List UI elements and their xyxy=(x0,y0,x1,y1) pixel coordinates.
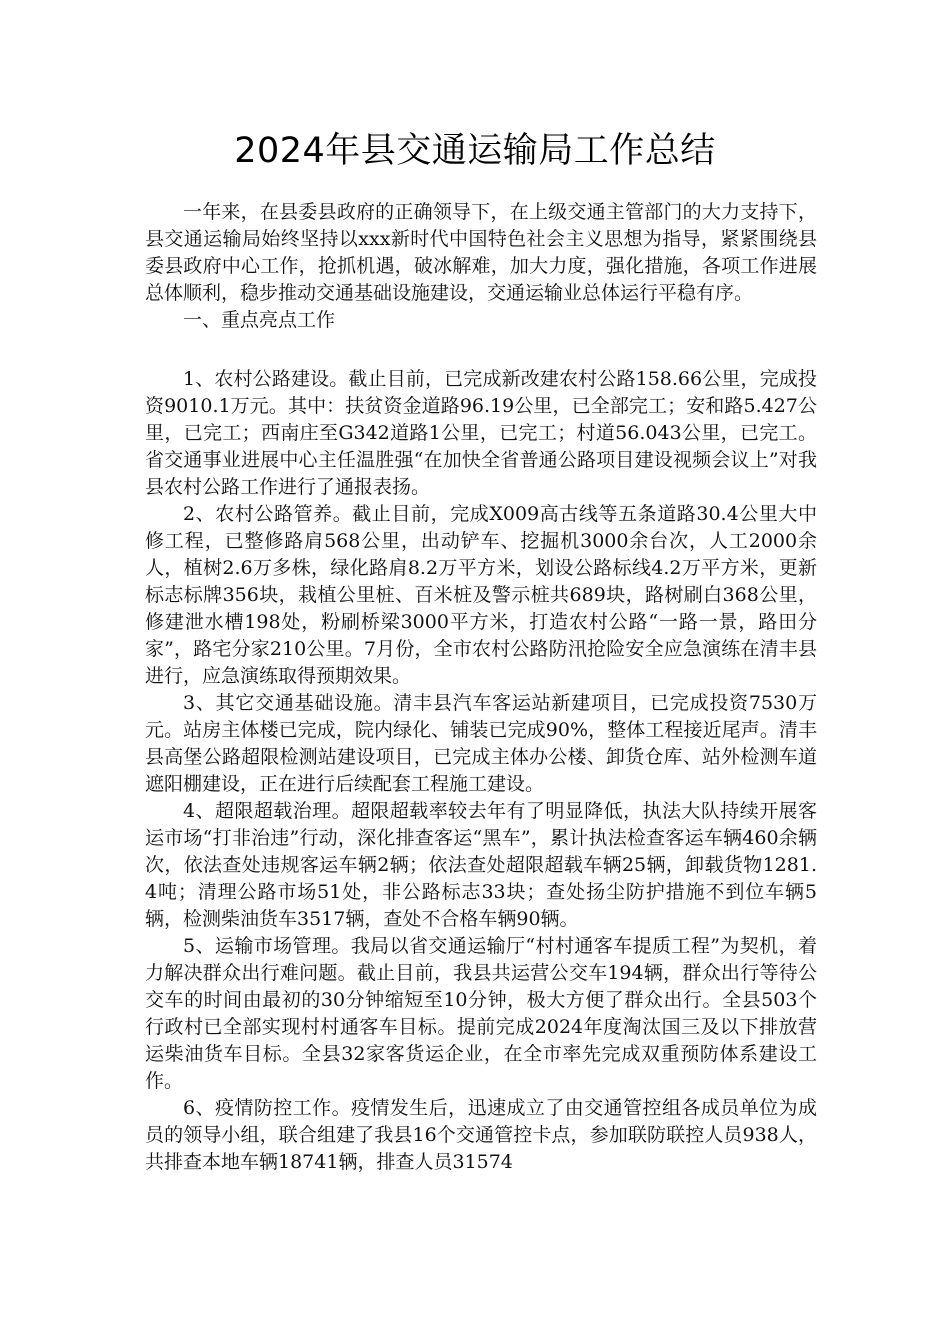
item-rural-road-maintenance: 2、农村公路管养。截止目前，完成X009高古线等五条道路30.4公里大中修工程，已整修路肩568公里，出动铲车、挖掘机3000余台次，人工2000余人，植树2.6万多株，绿化路肩8.2万平方米，划设公路标线4.2万平方米，更新标志标牌356块，栽植公里桩、百米桩及警示桩共689块，路树刷白368公里，修建泄水槽198处，粉刷桥梁3000平方米，打造农村公路“一路一景，路田分家”，路宅分家210公里。7月份，全市农村公路防汛抢险安全应急演练在清丰县进行，应急演练取得预期效果。 xyxy=(145,503,817,687)
intro-paragraph: 一年来，在县委县政府的正确领导下，在上级交通主管部门的大力支持下，县交通运输局始终坚持以xxx新时代中国特色社会主义思想为指导，紧紧围绕县委县政府中心工作，抢抓机遇，破冰解难，加大力度，强化措施，各项工作进展总体顺利，稳步推动交通基础设施建设，交通运输业总体运行平稳有序。 xyxy=(145,201,817,304)
blank-line xyxy=(145,334,817,361)
document-body xyxy=(145,199,817,1176)
item-epidemic-control: 6、疫情防控工作。疫情发生后，迅速成立了由交通管控组各成员单位为成员的领导小组，联合组建了我县16个交通管控卡点，参加联防联控人员938人，共排查本地车辆18741辆，排查人员31574 xyxy=(145,1097,817,1173)
item-transport-market: 5、运输市场管理。我局以省交通运输厅“村村通客车提质工程”为契机，着力解决群众出行难问题。截止目前，我县共运营公交车194辆，群众出行等待公交车的时间由最初的30分钟缩短至10分钟，极大方便了群众出行。全县503个行政村已全部实现村村通客车目标。提前完成2024年度淘汰国三及以下排放营运柴油货车目标。全县32家客货运企业，在全市率先完成双重预防体系建设工作。 xyxy=(145,935,817,1092)
section-heading: 一、重点亮点工作 xyxy=(183,309,336,331)
item-rural-road-construction: 1、农村公路建设。截止目前，已完成新改建农村公路158.66公里，完成投资9010.1万元。其中：扶贫资金道路96.19公里，已全部完工；安和路5.427公里，已完工；西南庄至G342道路1公里，已完工；村道56.043公里，已完工。省交通事业进展中心主任温胜强“在加快全省普通公路项目建设视频会议上”对我县农村公路工作进行了通报表扬。 xyxy=(145,368,817,498)
item-other-infrastructure: 3、其它交通基础设施。清丰县汽车客运站新建项目，已完成投资7530万元。站房主体楼已完成，院内绿化、铺装已完成90%，整体工程接近尾声。清丰县高堡公路超限检测站建设项目，已完成主体办公楼、卸货仓库、站外检测车道遮阳棚建设，正在进行后续配套工程施工建设。 xyxy=(145,692,817,795)
document-title: 2024年县交通运输局工作总结 xyxy=(234,131,716,171)
item-overload-control: 4、超限超载治理。超限超载率较去年有了明显降低，执法大队持续开展客运市场“打非治违”行动，深化排查客运“黑车”，累计执法检查客运车辆460余辆次，依法查处违规客运车辆2辆；依法查处超限超载车辆25辆，卸载货物1281.4吨；清理公路市场51处，非公路标志33块；查处扬尘防护措施不到位车辆5辆，检测柴油货车3517辆，查处不合格车辆90辆。 xyxy=(145,800,817,930)
